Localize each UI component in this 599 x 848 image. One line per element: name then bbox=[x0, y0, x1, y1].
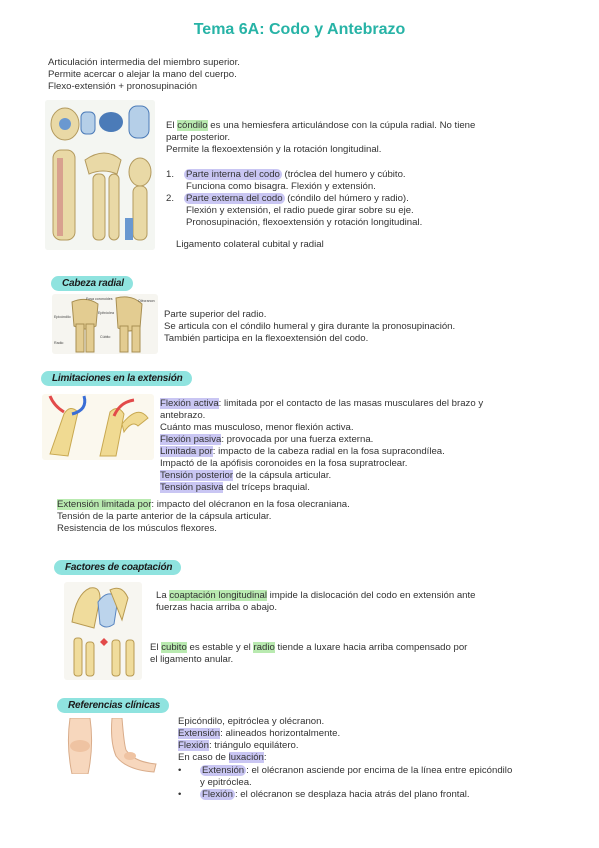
intro-line-1: Articulación intermedia del miembro superior. bbox=[48, 57, 240, 68]
lim-extension: Extensión limitada por: impacto del olécranon en la fosa olecraniana. bbox=[57, 499, 350, 510]
elbow-bones-figure bbox=[45, 100, 155, 250]
ref-extension: Extensión: alineados horizontalmente. bbox=[178, 728, 341, 739]
item1-highlight: Parte interna del codo bbox=[186, 169, 280, 180]
coapt-line-4: el ligamento anular. bbox=[150, 654, 234, 665]
fig-label-cubito: Cúbito bbox=[100, 335, 111, 339]
section-tag-cabeza-radial: Cabeza radial bbox=[51, 276, 133, 291]
coapt-line-3: El cubito es estable y el radio tiende a luxare hacia arriba compensado por bbox=[150, 642, 468, 653]
condilo-line-3: Permite la flexoextensión y la rotación longitudinal. bbox=[166, 144, 382, 155]
ref-luxacion: En caso de luxación: bbox=[178, 752, 267, 763]
lim-limitada: Limitada por: impacto de la cabeza radial en la fosa supracondílea. bbox=[160, 446, 445, 457]
section-tag-coaptacion: Factores de coaptación bbox=[54, 560, 181, 575]
condilo-line-1: El cóndilo es una hemiesfera articulándose con la cúpula radial. No tiene bbox=[166, 120, 476, 131]
lim-tension-pasiva: Tensión pasiva del tríceps braquial. bbox=[160, 482, 310, 493]
lim-extension-2: Tensión de la parte anterior de la cápsula articular. bbox=[57, 511, 272, 522]
section-tag-referencias: Referencias clínicas bbox=[57, 698, 169, 713]
ref-line-1: Epicóndilo, epitróclea y olécranon. bbox=[178, 716, 325, 727]
elbow-flexion-figure bbox=[42, 394, 154, 460]
ref-bullet-1-cont: y epitróclea. bbox=[200, 777, 252, 788]
condilo-item-2: 2. Parte externa del codo (cóndilo del húmero y radio). bbox=[166, 193, 409, 204]
clinical-references-figure bbox=[64, 718, 162, 774]
coapt-line-2: fuerzas hacia arriba o abajo. bbox=[156, 602, 278, 613]
item2-highlight: Parte externa del codo bbox=[186, 193, 283, 204]
ligament-note: Ligamento colateral cubital y radial bbox=[176, 239, 324, 250]
radial-head-figure bbox=[52, 294, 158, 354]
ref-flexion: Flexión: triángulo equilátero. bbox=[178, 740, 299, 751]
lim-extension-3: Resistencia de los músculos flexores. bbox=[57, 523, 217, 534]
intro-line-3: Flexo-extensión + pronosupinación bbox=[48, 81, 198, 92]
cabeza-line-3: También participa en la flexoextensión del codo. bbox=[164, 333, 369, 344]
cabeza-line-1: Parte superior del radio. bbox=[164, 309, 267, 320]
condilo-item-1-detail: Funciona como bisagra. Flexión y extensión. bbox=[186, 181, 376, 192]
lim-limitada-2: Impactó de la apófisis coronoides en la fosa supratroclear. bbox=[160, 458, 408, 469]
lim-passive: Flexión pasiva: provocada por una fuerza externa. bbox=[160, 434, 374, 445]
condilo-item-2-detail-1: Flexión y extensión, el radio puede girar sobre su eje. bbox=[186, 205, 414, 216]
ref-bullet-1: • Extensión : el olécranon asciende por encima de la línea entre epicóndilo bbox=[178, 765, 513, 776]
coaptation-figure bbox=[64, 582, 142, 680]
lim-active: Flexión activa: limitada por el contacto de las masas musculares del brazo y bbox=[160, 398, 484, 409]
condilo-term: cóndilo bbox=[177, 120, 208, 131]
intro-line-2: Permite acercar o alejar la mano del cuerpo. bbox=[48, 69, 237, 80]
fig-label-epitroclea: Epitróclea bbox=[98, 311, 114, 315]
condilo-item-2-detail-2: Pronosupinación, flexoextensión y rotación longitudinal. bbox=[186, 217, 423, 228]
lim-active-3: Cuánto mas musculoso, menor flexión activa. bbox=[160, 422, 354, 433]
page-title: Tema 6A: Codo y Antebrazo bbox=[193, 21, 406, 38]
cabeza-line-2: Se articula con el cóndilo humeral y gira durante la pronosupinación. bbox=[164, 321, 456, 332]
coapt-line-1: La coaptación longitudinal impide la dislocación del codo en extensión ante bbox=[156, 590, 476, 601]
fig-label-epicondilo: Epicóndilo bbox=[54, 315, 71, 319]
fig-label-olecranon: Olécranon bbox=[138, 299, 155, 303]
condilo-line-2: parte posterior. bbox=[166, 132, 230, 143]
section-tag-limitaciones: Limitaciones en la extensión bbox=[41, 371, 192, 386]
ref-bullet-2: • Flexión : el olécranon se desplaza hacia atrás del plano frontal. bbox=[178, 789, 470, 800]
fig-label-fosa: Fosa coronoides bbox=[86, 297, 113, 301]
condilo-item-1: 1. Parte interna del codo (tróclea del humero y cúbito. bbox=[166, 169, 406, 180]
fig-label-radio: Radio bbox=[54, 341, 64, 345]
lim-active-2: antebrazo. bbox=[160, 410, 206, 421]
lim-tension-posterior: Tensión posterior de la cápsula articular. bbox=[160, 470, 332, 481]
